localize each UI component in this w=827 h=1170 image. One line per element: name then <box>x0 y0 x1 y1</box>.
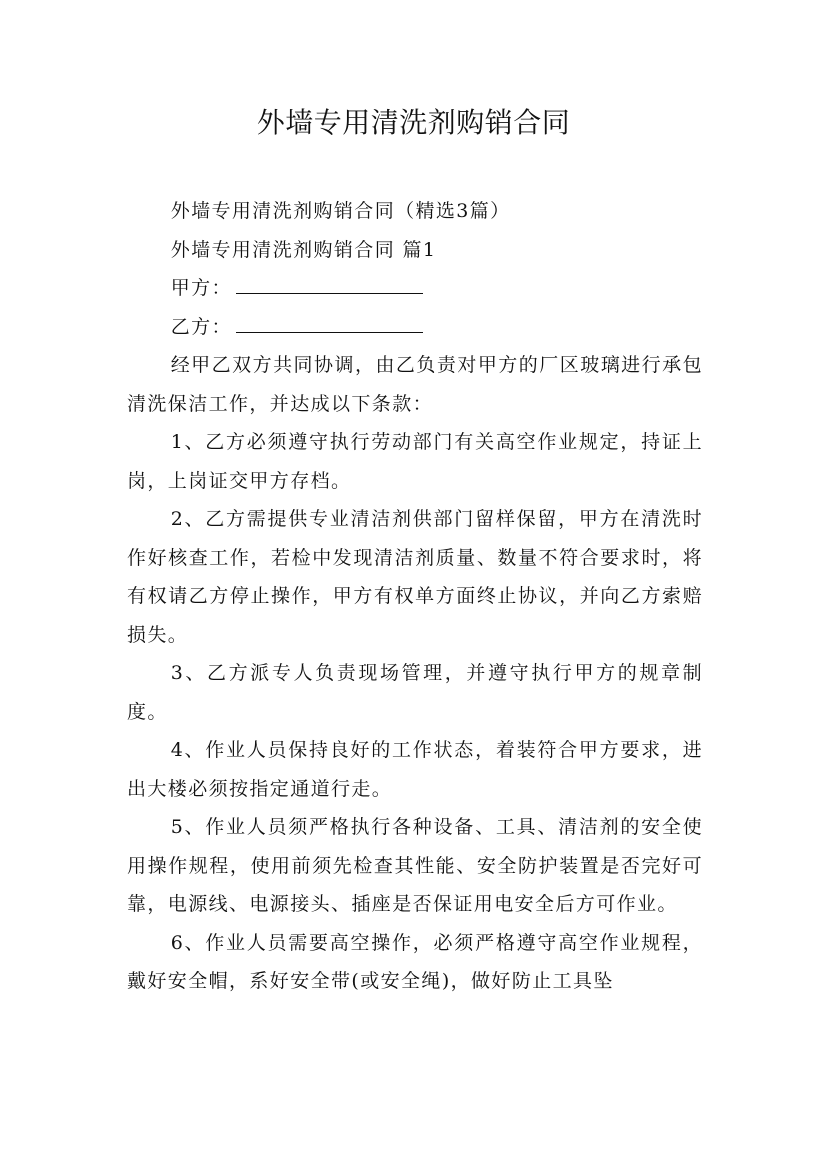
clause-1: 1、乙方必须遵守执行劳动部门有关高空作业规定，持证上岗，上岗证交甲方存档。 <box>127 431 703 492</box>
party-a-line <box>127 269 703 308</box>
section-heading: 外墙专用清洗剂购销合同 篇1 <box>170 238 437 261</box>
clause-5: 5、作业人员须严格执行各种设备、工具、清洁剂的安全使用操作规程，使用前须先检查其性能、安全防护装置是否完好可靠，电源线、电源接头、插座是否保证用电安全后方可作业。 <box>127 816 703 915</box>
document-body <box>127 192 703 1001</box>
clause-2: 2、乙方需提供专业清洁剂供部门留样保留，甲方在清洗时作好核查工作，若检中发现清洁剂质量、数量不符合要求时，将有权请乙方停止操作，甲方有权单方面终止协议，并向乙方索赔损失。 <box>127 508 703 646</box>
party-b-line <box>127 308 703 347</box>
document-title: 外墙专用清洗剂购销合同 <box>256 106 571 139</box>
party-b-blank <box>236 316 423 333</box>
clause-3: 3、乙方派专人负责现场管理，并遵守执行甲方的规章制度。 <box>127 662 703 723</box>
intro-paragraph: 经甲乙双方共同协调，由乙负责对甲方的厂区玻璃进行承包清洗保洁工作，并达成以下条款： <box>127 354 703 415</box>
party-b-label: 乙方： <box>170 315 232 338</box>
party-a-blank <box>236 277 423 294</box>
clause-4: 4、作业人员保持良好的工作状态，着装符合甲方要求，进出大楼必须按指定通道行走。 <box>127 739 703 800</box>
clause-6: 6、作业人员需要高空操作，必须严格遵守高空作业规程，戴好安全帽，系好安全带(或安全绳)，做好防止工具坠 <box>127 931 703 992</box>
party-a-label: 甲方： <box>170 277 232 299</box>
document-subtitle: 外墙专用清洗剂购销合同（精选3篇） <box>170 200 511 222</box>
